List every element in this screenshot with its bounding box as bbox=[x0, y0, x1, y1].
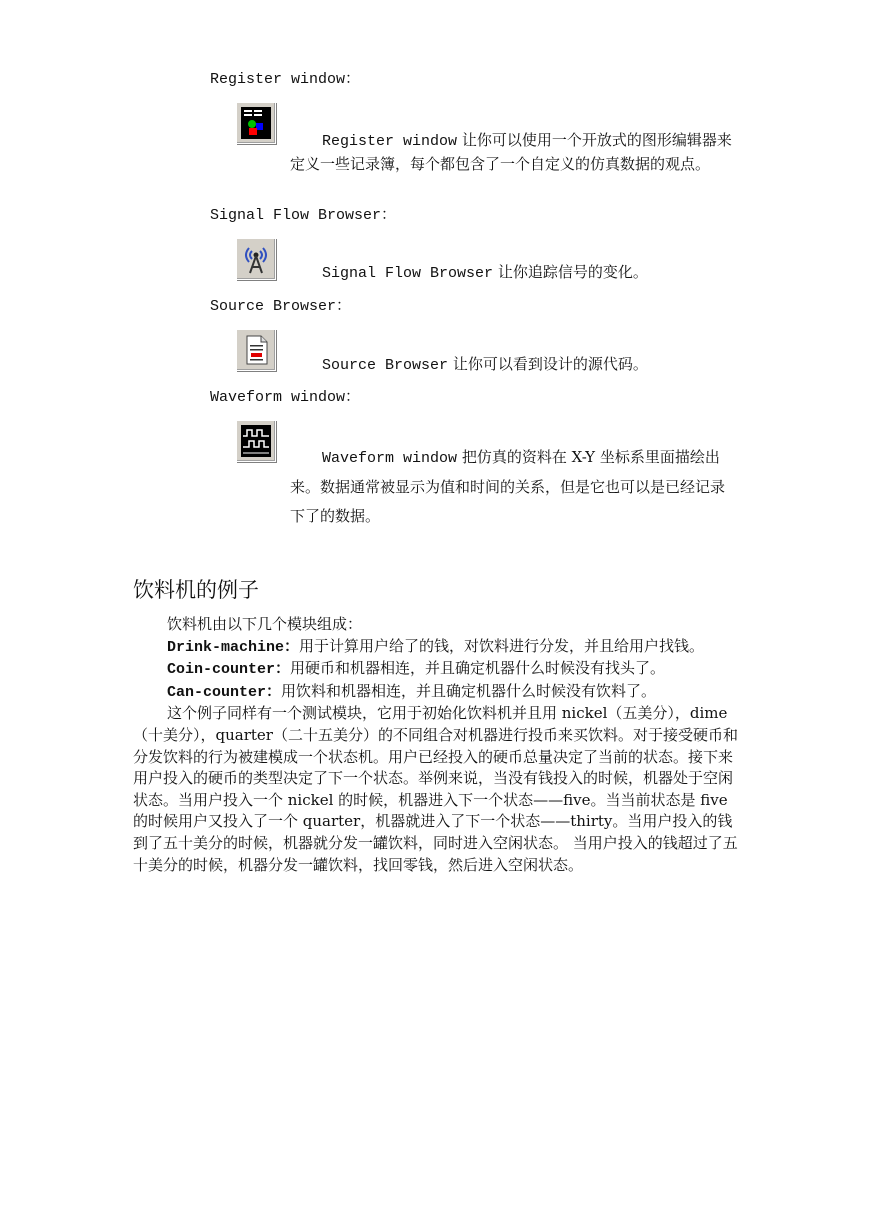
source-browser-icon bbox=[236, 329, 276, 371]
module-term: Coin-counter： bbox=[167, 661, 291, 679]
tool-desc-en: Source Browser bbox=[322, 357, 449, 374]
module-drink-machine bbox=[133, 636, 738, 659]
section-body bbox=[133, 614, 738, 876]
module-text: 用于计算用户给了的钱，对饮料进行分发，并且给用户找钱。 bbox=[299, 636, 705, 655]
tool-label-signal-flow-browser: Signal Flow Browser： bbox=[210, 207, 397, 224]
tool-description-source-browser bbox=[290, 353, 738, 377]
tool-description-signal-flow-browser bbox=[290, 261, 738, 285]
tool-description-waveform-window bbox=[290, 443, 738, 531]
signal-flow-browser-icon bbox=[236, 238, 276, 280]
tool-label-register-window: Register window： bbox=[210, 71, 361, 88]
tool-label-waveform-window: Waveform window： bbox=[210, 389, 361, 406]
module-can-counter bbox=[133, 681, 738, 704]
tool-desc-text: 让你可以使用一个开放式的图形编辑器来定义一些记录簿，每个都包含了一个自定义的仿真数据的观点。 bbox=[290, 131, 732, 173]
module-text: 用饮料和机器相连，并且确定机器什么时候没有饮料了。 bbox=[281, 681, 657, 700]
tool-desc-en: Waveform window bbox=[322, 450, 458, 467]
tool-desc-text: 把仿真的资料在 X-Y 坐标系里面描绘出来。数据通常被显示为值和时间的关系，但是它也可以是已经记录下了的数据。 bbox=[290, 448, 726, 525]
tool-desc-text: 让你可以看到设计的源代码。 bbox=[452, 355, 648, 373]
section-heading: 饮料机的例子 bbox=[133, 578, 259, 602]
tool-desc-text: 让你追踪信号的变化。 bbox=[497, 263, 648, 281]
module-text: 用硬币和机器相连，并且确定机器什么时候没有找头了。 bbox=[290, 659, 666, 678]
waveform-window-icon bbox=[236, 420, 276, 462]
tool-description-register-window bbox=[290, 129, 738, 176]
tool-desc-en: Register window bbox=[322, 133, 458, 150]
tool-desc-en: Signal Flow Browser bbox=[322, 265, 494, 282]
module-term: Can-counter： bbox=[167, 683, 282, 701]
tool-label-source-browser: Source Browser： bbox=[210, 298, 352, 315]
description-paragraph: 这个例子同样有一个测试模块，它用于初始化饮料机并且用 nickel（五美分），dime（十美分），quarter（二十五美分）的不同组合对机器进行投币来买饮料。对于接受硬币和分发饮料的行为被建模成一个状态机。用户已经投入的硬币总量决定了当前的状态。接下来用户投入的硬币的类型决定了下一个状态。举例来说，当没有钱投入的时候，机器处于空闲状态。当用户投入一个 nickel 的时候，机器进入下一个状态——five。当当前状态是 five 的时候用户又投入了一个 quarter，机器就进入了下一个状态——thirty。当用户投入的钱到了五十美分的时候，机器就分发一罐饮料，同时进入空闲状态。 当用户投入的钱超过了五十美分的时候，机器分发一罐饮料，找回零钱，然后进入空闲状态。 bbox=[133, 704, 738, 874]
module-coin-counter bbox=[133, 658, 738, 681]
intro-paragraph: 饮料机由以下几个模块组成： bbox=[167, 615, 363, 633]
module-term: Drink-machine： bbox=[167, 638, 300, 656]
register-window-icon bbox=[236, 102, 276, 144]
